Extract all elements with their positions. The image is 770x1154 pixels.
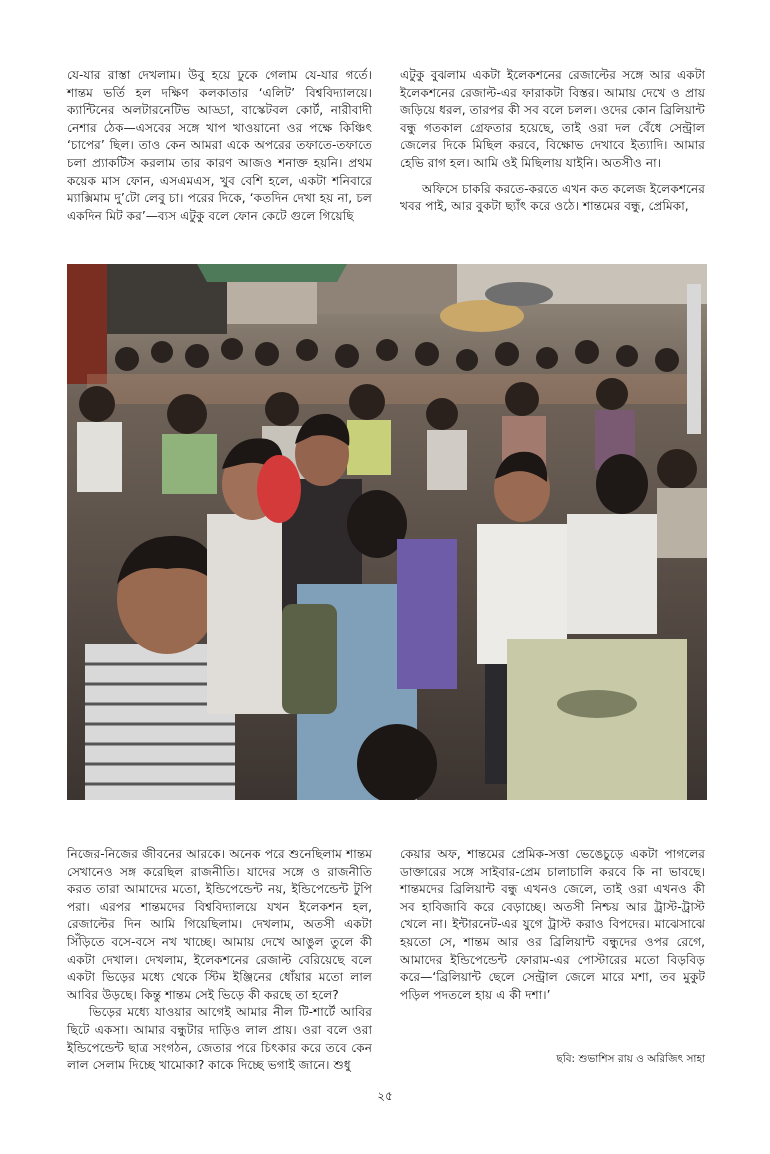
crowd-photo [67,264,707,800]
paragraph: যে-যার রাস্তা দেখলাম। উবু হয়ে ঢুকে গেলাম যে-যার গর্তে। শান্তম ভর্তি হল দক্ষিণ কলকাতার ‘এলিট’ বিশ্ববিদ্যালয়ে। ক্যান্টিনের অলটারনেটিভ আড্ডা, বাস্কেটবল কোর্ট, নারীবাদী নেশার ঠেক—এসবের সঙ্গে খাপ খাওয়ানো ওর পক্ষে কিঞ্চিৎ ‘চাপের’ ছিল। তাও কেন আমরা একে অপরের তফাতে-তফাতে চলা প্র্যাকটিস করলাম তার কারণ আজও শনাক্ত হয়নি। প্রথম কয়েক মাস ফোন, এসএমএস, খুব বেশি হলে, একটা শনিবারে ম্যাক্সিমাম দু’টো লেবু চা। পরের দিকে, ‘কতদিন দেখা হয় না, চল একদিন মিট কর’—ব্যস এটুকু বলে ফোন কেটে গুলে গিয়েছি [67,68,372,223]
paragraph: কেয়ার অফ, শান্তমের প্রেমিক-সত্তা ভেঙেচুড়ে একটা পাগলের ডাক্তারের সঙ্গে সাইবার-প্রেম চালাচালি করবে কি না ভাবছে। শান্তমদের ব্রিলিয়ান্ট বন্ধু এখনও জেলে, তাই ওরা এখনও কী সব হাবিজাবি করে বেড়াচ্ছে। অতসী নিশ্চয় আর ট্রাস্ট-ট্রাস্ট খেলে না। ইন্টারনেট-এর যুগে ট্রাস্ট করাও বিপদের। মাঝেসাঝে হয়তো সে, শান্তম আর ওর ব্রিলিয়ান্ট বন্ধুদের ওপর রেগে, আমাদের ইন্ডিপেন্ডেন্ট ফোরাম-এর পোস্টারের মতো বিড়বিড় করে—‘ব্রিলিয়ান্ট ছেলে সেন্ট্রাল জেলে মারে মশা, তব মুকুট পড়িল পদতলে হায় এ কী দশা।’ [400,847,705,1002]
text-column-bottom-right [400,846,705,1004]
paragraph: নিজের-নিজের জীবনের আরকে। অনেক পরে শুনেছিলাম শান্তম সেখানেও সঙ্গ করেছিল রাজনীতি। যাদের সঙ্গে ও রাজনীতি করত তারা আমাদের মতো, ইন্ডিপেন্ডেন্ট নয়, ইন্ডিপেন্ডেন্ট টুপি পরা। এরপর শান্তমদের বিশ্ববিদ্যালয়ে যখন ইলেকশন হল, রেজাল্টের দিন আমি গিয়েছিলাম। দেখলাম, অতসী একটা সিঁড়িতে বসে-বসে নখ খাচ্ছে। আমায় দেখে আঙুল তুলে কী একটা দেখাল। দেখলাম, ইলেকশনের রেজাল্ট বেরিয়েছে বলে একটা ভিড়ের মধ্যে থেকে স্টিম ইঞ্জিনের ধোঁয়ার মতো লাল আবির উড়ছে। কিন্তু শান্তম সেই ভিড়ে কী করছে তা হলে? [67,847,372,1002]
photo-credit: ছবি: শুভাশিস রায় ও অরিজিৎ সাহা [556,1053,705,1065]
page-number: ২৫ [377,1089,393,1103]
text-column-top-left [67,67,372,225]
paragraph: ভিড়ের মধ্যে যাওয়ার আগেই আমার নীল টি-শার্টে আবির ছিটে একসা। আমার বন্ধুটার দাড়িও লাল প্রায়। ওরা বলে ওরা ইন্ডিপেন্ডেন্ট ছাত্র সংগঠন, জেতার পরে চিৎকার করে তবে কেন লাল সেলাম দিচ্ছে খামোকা? কাকে দিচ্ছে ভগাই জানে। শুধু [67,1005,372,1073]
paragraph: অফিসে চাকরি করতে-করতে এখন কত কলেজ ইলেকশনের খবর পাই, আর বুকটা ছ্যাঁৎ করে ওঠে। শান্তমের বন্ধু, প্রেমিকা, [400,181,705,214]
text-column-bottom-left [67,846,372,1075]
paragraph: এটুকু বুঝলাম একটা ইলেকশনের রেজাল্টের সঙ্গে আর একটা ইলেকশনের রেজাল্ট-এর ফারাকটা বিস্তর। আমায় দেখে ও প্রায় জড়িয়ে ধরল, তারপর কী সব বলে চলল। ওদের কোন ব্রিলিয়ান্ট বন্ধু গতকাল গ্রেফতার হয়েছে, তাই ওরা দল বেঁধে সেন্ট্রাল জেলের দিকে মিছিল করবে, বিক্ষোভ দেখাবে ইত্যাদি। আমার হেভি রাগ হল। আমি ওই মিছিলায় যাইনি। অতসীও না। [400,68,705,170]
text-column-top-right [400,67,705,216]
